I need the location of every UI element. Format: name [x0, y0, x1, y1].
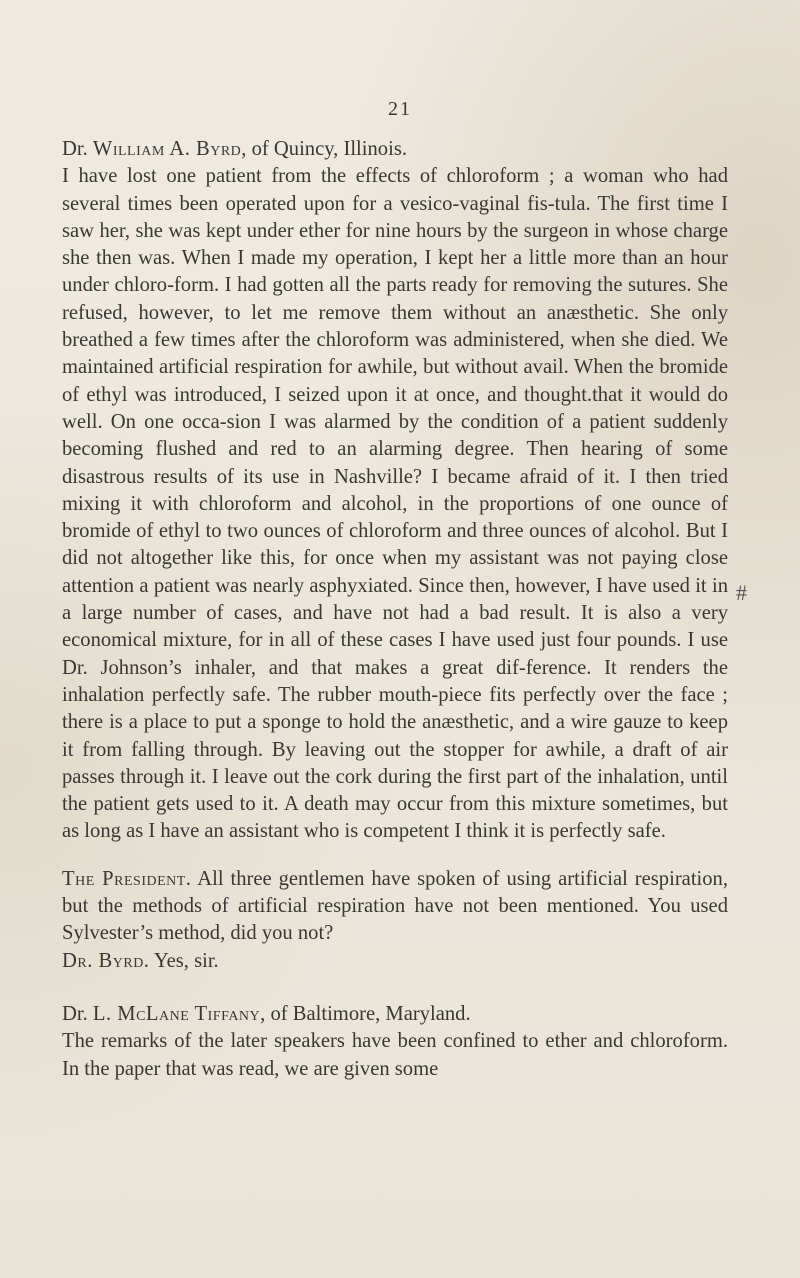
heading-place: , of Baltimore, Maryland. — [260, 1002, 471, 1025]
speaker-name-tiffany: L. McLane Tiffany — [92, 1002, 261, 1025]
speaker-name-president: The President. — [62, 867, 192, 890]
page-number: 21 — [388, 98, 412, 120]
paragraph-tiffany-remarks: The remarks of the later speakers have been confined to ether and chloroform. In the paper that was read, we are given some — [62, 1030, 728, 1080]
speaker-heading-byrd — [62, 136, 728, 163]
heading-place: , of Quincy, Illinois. — [241, 138, 407, 160]
speaker-name-byrd: William A. Byrd — [92, 138, 242, 160]
paragraph-president — [62, 866, 728, 948]
president-text: All three gentlemen have spoken of using artificial respiration, but the methods of artificial respiration have not been mentioned. You used Sylvester’s method, did you not? — [62, 867, 729, 945]
heading-prefix: Dr. — [62, 138, 93, 160]
speaker-heading-tiffany — [62, 1001, 728, 1028]
byrd-reply-text: Yes, sir. — [149, 949, 219, 972]
paragraph-byrd-remarks: I have lost one patient from the effects of chloroform ; a woman who had several times been operated upon for a vesico-vaginal fis-tula. The first time I saw her, she was kept under ether for nine hours by the surgeon in whose charge she then was. When I made my operation, I kept her a little more than an hour under chloro-form. I had gotten all the parts ready for removing the sutures. She refused, however, to let me remove them without an anæsthetic. She only breathed a few times after the chloroform was administered, when she died. We maintained artificial respiration for awhile, but without avail. When the bromide of ethyl was introduced, I seized upon it at once, and thought.that it would do well. On one occa-sion I was alarmed by the condition of a patient suddenly becoming flushed and red to an alarming degree. Then hearing of some disastrous results of its use in Nashville? I became afraid of it. I then tried mixing it with chloroform and alcohol, in the proportions of one ounce of bromide of ethyl to two ounces of chloroform and three ounces of alcohol. But I did not altogether like this, for once when my assistant was not paying close attention a patient was nearly asphyxiated. Since then, however, I have used it in a large number of cases, and have not had a bad result. It is also a very economical mixture, for in all of these cases I have used just four pounds. I use Dr. Johnson’s inhaler, and that makes a great dif-ference. It renders the inhalation perfectly safe. The rubber mouth-piece fits perfectly over the face ; there is a place to put a sponge to hold the anæsthetic, and a wire gauze to keep it from falling through. By leaving out the stopper for awhile, a draft of air passes through it. I leave out the cork during the first part of the inhalation, until the patient gets used to it. A death may occur from this mixture sometimes, but as long as I have an assistant who is competent I think it is perfectly safe. — [62, 165, 728, 843]
speaker-name-byrd-reply: Dr. Byrd. — [62, 949, 150, 972]
paragraph-byrd-reply — [62, 948, 728, 975]
heading-prefix: Dr. — [62, 1002, 93, 1025]
margin-mark: # — [736, 580, 747, 605]
page-content — [62, 136, 728, 1083]
